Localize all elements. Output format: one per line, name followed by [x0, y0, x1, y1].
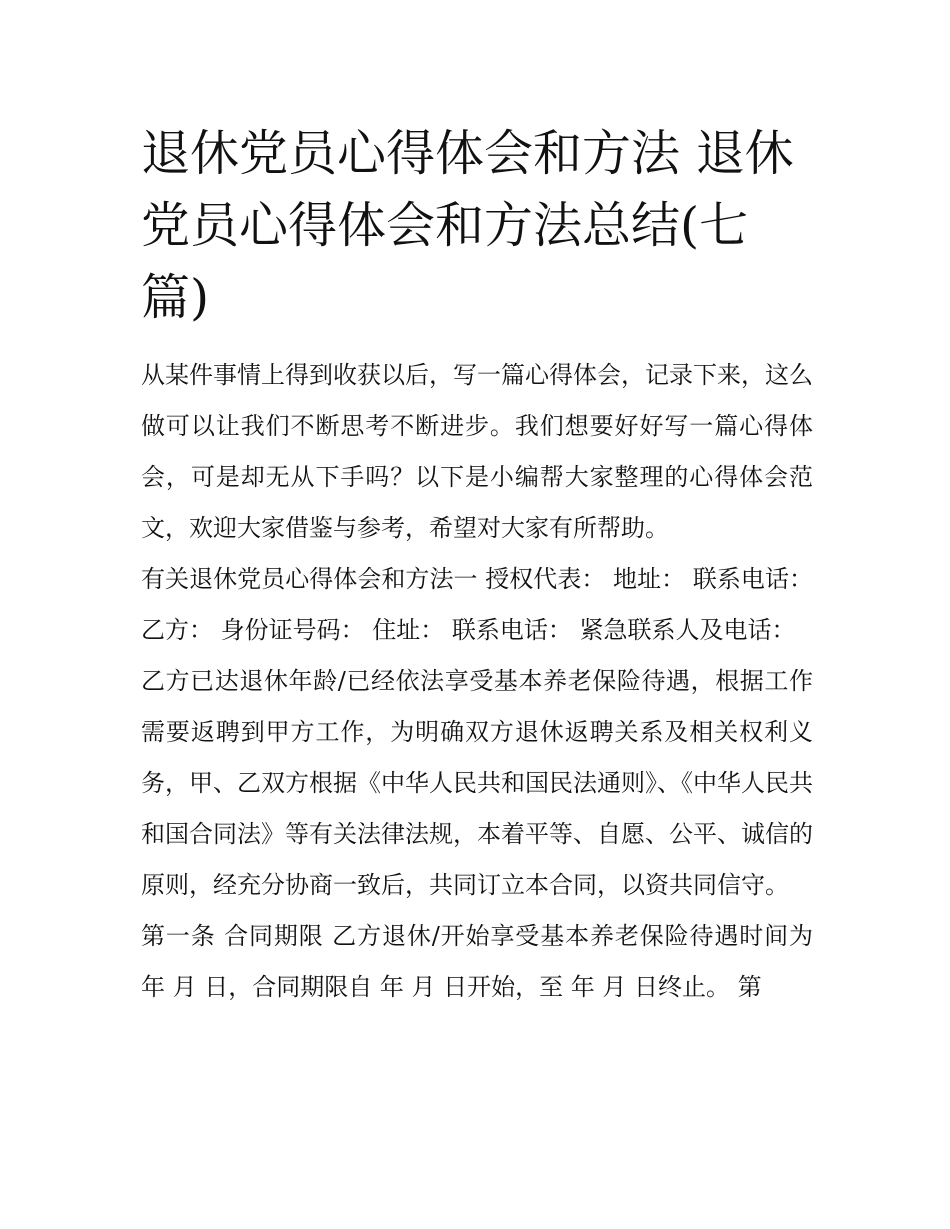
document-body — [141, 350, 813, 1013]
paragraph-article-one: 第一条 合同期限 乙方退休/开始享受基本养老保险待遇时间为 年 月 日，合同期限自 年 月 日开始，至 年 月 日终止。 第 — [141, 922, 813, 1001]
paragraph-preamble: 乙方已达退休年龄/已经依法享受基本养老保险待遇，根据工作需要返聘到甲方工作，为明确双方退休返聘关系及相关权利义务，甲、乙双方根据《中华人民共和国民法通则》、《中华人民共和国合同法》等有关法律法规，本着平等、自愿、公平、诚信的原则，经充分协商一致后，共同订立本合同，以资共同信守。 — [141, 667, 813, 899]
paragraph-contact-info: 有关退休党员心得体会和方法一 授权代表： 地址： 联系电话： 乙方： 身份证号码： 住址： 联系电话： 紧急联系人及电话： — [141, 565, 813, 644]
document-title: 退休党员心得体会和方法 退休党员心得体会和方法总结(七篇) — [141, 125, 794, 326]
paragraph-intro: 从某件事情上得到收获以后，写一篇心得体会，记录下来，这么做可以让我们不断思考不断进步。我们想要好好写一篇心得体会，可是却无从下手吗？以下是小编帮大家整理的心得体会范文，欢迎大家借鉴与参考，希望对大家有所帮助。 — [141, 361, 813, 542]
document-page — [141, 118, 813, 1013]
